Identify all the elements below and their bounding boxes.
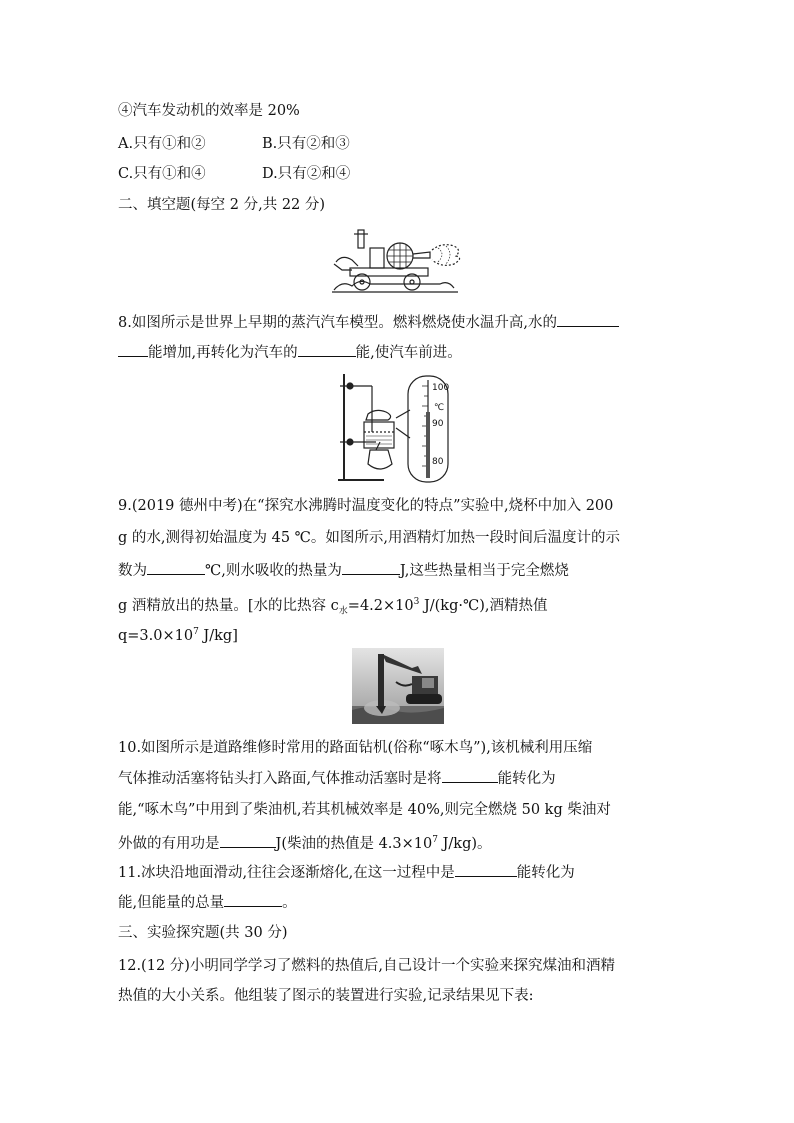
q8-blank-1[interactable] — [557, 312, 619, 327]
q10-blank-2[interactable] — [220, 833, 276, 848]
q11-text-1b: 能转化为 — [516, 865, 575, 881]
section-3-title: 三、实验探究题(共 30 分) — [118, 925, 288, 941]
q10-text-2a: 气体推动活塞将钻头打入路面,气体推动活塞时是将 — [118, 771, 442, 787]
q9-text-4a: g 酒精放出的热量。[水的比热容 c — [118, 597, 339, 614]
q9-text-3b: ℃,则水吸收的热量为 — [205, 563, 342, 579]
thermo-label-90: 90 — [432, 419, 444, 429]
q8-blank-1-cont[interactable] — [118, 342, 148, 357]
q9-blank-2[interactable] — [342, 560, 400, 575]
q11-blank-1[interactable] — [455, 862, 517, 877]
q10-line-4 — [118, 830, 492, 854]
q10-line-1: 10.如图所示是道路维修时常用的路面钻机(俗称“啄木鸟”),该机械利用压缩 — [118, 740, 593, 756]
q9-sup-3: 3 — [413, 597, 420, 607]
q9-sup-7: 7 — [193, 627, 199, 637]
q9-text-4c: J/(kg·℃),酒精热值 — [419, 597, 548, 614]
q7-choice-a: A.只有①和② — [118, 136, 206, 152]
thermo-label-100: 100 — [432, 383, 450, 393]
q8-line-2 — [118, 342, 462, 363]
q7-choice-d: D.只有②和④ — [262, 166, 351, 182]
road-drill-photo — [352, 648, 444, 724]
q9-blank-1[interactable] — [147, 560, 205, 575]
boiling-water-figure — [336, 372, 456, 484]
q9-text-5a: q=3.0×10 — [118, 627, 194, 644]
q9-text-5b: J/kg] — [198, 627, 238, 644]
thermo-label-unit: ℃ — [434, 403, 445, 413]
q8-text-1: 8.如图所示是世界上早期的蒸汽汽车模型。燃料燃烧使水温升高,水的 — [118, 315, 557, 331]
q11-text-1a: 11.冰块沿地面滑动,往往会逐渐熔化,在这一过程中是 — [118, 865, 455, 881]
q10-text-4a: 外做的有用功是 — [118, 835, 220, 852]
q9-line-5 — [118, 622, 238, 646]
q10-text-2b: 能转化为 — [497, 771, 556, 787]
q8-blank-2[interactable] — [298, 342, 356, 357]
q7-choice-c: C.只有①和④ — [118, 166, 206, 182]
q7-choice-b: B.只有②和③ — [262, 136, 350, 152]
section-2-title: 二、填空题(每空 2 分,共 22 分) — [118, 197, 326, 213]
q10-text-4b: J(柴油的热值是 4.3×10 — [275, 835, 433, 852]
q9-line-3 — [118, 560, 569, 581]
q9-line-4 — [118, 592, 547, 622]
q9-text-3c: J,这些热量相当于完全燃烧 — [399, 563, 569, 579]
q11-line-2 — [118, 892, 297, 913]
q11-text-2b: 。 — [282, 895, 297, 911]
q10-text-4c: J/kg)。 — [437, 835, 492, 852]
q9-sub-water: 水 — [338, 606, 348, 617]
q10-sup-7: 7 — [432, 835, 438, 845]
q9-text-4b: =4.2×10 — [347, 597, 414, 614]
q10-blank-1[interactable] — [442, 768, 498, 783]
q7-option-4: ④汽车发动机的效率是 20% — [118, 103, 300, 119]
thermo-label-80: 80 — [432, 457, 444, 467]
q8-text-2a: 能增加,再转化为汽车的 — [148, 345, 298, 361]
q11-line-1 — [118, 862, 575, 883]
q9-text-3a: 数为 — [118, 563, 147, 579]
q12-line-2: 热值的大小关系。他组装了图示的装置进行实验,记录结果见下表: — [118, 988, 534, 1004]
q9-line-2: g 的水,测得初始温度为 45 ℃。如图所示,用酒精灯加热一段时间后温度计的示 — [118, 530, 620, 546]
q11-text-2a: 能,但能量的总量 — [118, 895, 225, 911]
q11-blank-2[interactable] — [224, 892, 282, 907]
q8-line-1 — [118, 312, 619, 333]
q10-line-3: 能,“啄木鸟”中用到了柴油机,若其机械效率是 40%,则完全燃烧 50 kg 柴油对 — [118, 802, 611, 818]
steam-car-figure — [330, 228, 466, 296]
q9-line-1: 9.(2019 德州中考)在“探究水沸腾时温度变化的特点”实验中,烧杯中加入 200 — [118, 498, 614, 514]
q10-line-2 — [118, 768, 556, 789]
q8-text-2b: 能,使汽车前进。 — [355, 345, 462, 361]
q12-line-1: 12.(12 分)小明同学学习了燃料的热值后,自己设计一个实验来探究煤油和酒精 — [118, 958, 616, 974]
